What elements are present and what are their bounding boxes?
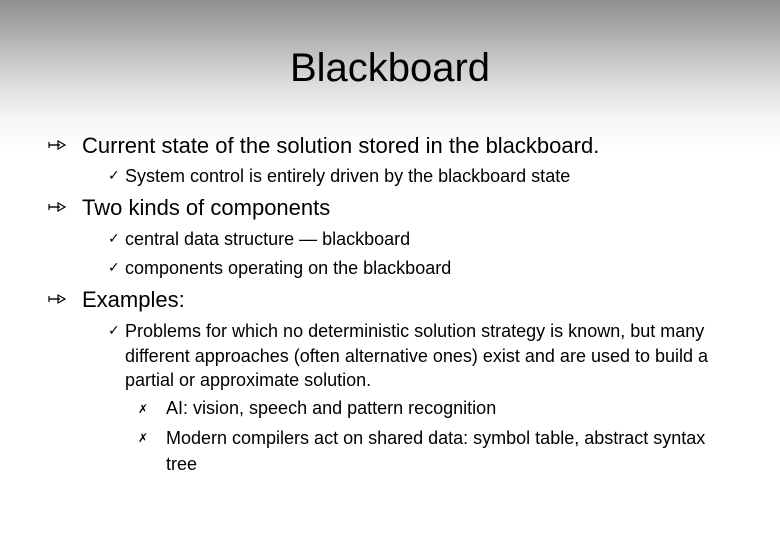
bullet-text: Two kinds of components [82,195,331,220]
checkmark-icon: ✓ [108,231,120,247]
bullet-text: Current state of the solution stored in the blackboard. [82,133,600,158]
cross-icon: ✗ [138,402,149,416]
bullet-text: Examples: [82,287,185,312]
sub-sub-bullet-text: Modern compilers act on shared data: symbol table, abstract syntax tree [166,428,706,474]
checkmark-icon: ✓ [108,168,120,184]
sub-bullet-text: System control is entirely driven by the blackboard state [125,166,571,186]
sub-sub-bullet-text: AI: vision, speech and pattern recognition [166,398,497,418]
checkmark-icon: ✓ [108,260,120,276]
sub-bullet-text: central data structure — blackboard [125,229,411,249]
sub-bullet-text: components operating on the blackboard [125,258,452,278]
pen-icon [48,292,66,306]
pen-icon [48,138,66,152]
slide-title: Blackboard [289,46,491,90]
checkmark-icon: ✓ [108,323,120,339]
sub-bullet-text: Problems for which no deterministic solution strategy is known, but many different approaches (often alternative ones) exist and are used to build a partial or approximate solution. [125,321,709,390]
pen-icon [48,200,66,214]
cross-icon: ✗ [138,431,149,445]
